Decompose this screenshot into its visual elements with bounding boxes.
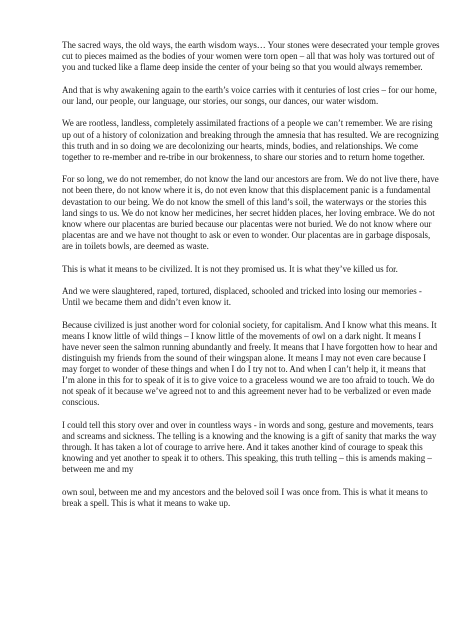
paragraph-do-not-remember: For so long, we do not remember, do not know the land our ancestors are from. We do not live there, have not been there, do not know where it is, do not even know that this displacement panic is a fundamental devastation to our being. We do not know the smell of this land’s soil, the waterways or the stories this land sings to us. We do not know her medicines, her secret hidden places, her loving embrace. We do not know where our placentas are buried because our placentas were not buried. We do not know where our placentas are and we have not thought to ask or even to wonder. Our placentas are in garbage disposals, are in toilets bowls, are deemed as waste.	[62, 174, 439, 251]
paragraph-sacred-ways: The sacred ways, the old ways, the earth wisdom ways… Your stones were desecrated your temple groves cut to pieces maimed as the bodies of your women were torn open – all that was holy was tortured out of you and tucked like a flame deep inside the center of your being so that you would always remember.	[62, 40, 440, 73]
paragraph-tell-this-story: I could tell this story over and over in countless ways - in words and song, gesture and movements, tears and screams and sickness. The telling is a knowing and the knowing is a gift of sanity that marks the way through. It has taken a lot of courage to arrive here. And it takes another kind of courage to speak this knowing and yet another to speak it to others. This speaking, this truth telling – this is amends making – between me and my	[62, 420, 437, 475]
paragraph-rootless: We are rootless, landless, completely assimilated fractions of a people we can’t remember. We are rising up out of a history of colonization and breaking through the amnesia that has resulted. We are recognizing this truth and in so doing we are decolonizing our hearts, minds, bodies, and relationships. We come together to re-member and re-tribe in our brokenness, to share our stories and to return home together.	[62, 118, 439, 162]
paragraph-civilized: This is what it means to be civilized. It is not they promised us. It is what they’ve killed us for.	[62, 263, 398, 274]
paragraph-slaughtered: And we were slaughtered, raped, tortured, displaced, schooled and tricked into losing our memories - Until we became them and didn’t even know it.	[62, 286, 422, 308]
paragraph-own-soul: own soul, between me and my ancestors and the beloved soil I was once from. This is what it means to break a spell. This is what it means to wake up.	[62, 487, 428, 509]
paragraph-colonial-society: Because civilized is just another word for colonial society, for capitalism. And I know what this means. It means I know little of wild things – I know little of the movements of owl on a dark night. It means I have never seen the salmon running abundantly and freely. It means that I have forgotten how to hear and distinguish my friends from the sound of their wingspan alone. It means I may not even care because I may forget to wonder of these things and when I do I try not to. And when I can’t help it, it means that I’m alone in this for to speak of it is to give voice to a graceless wound we are too afraid to touch. We do not speak of it because we’ve agreed not to and this agreement never had to be verbalized or even made conscious.	[62, 319, 438, 408]
paragraph-awakening: And that is why awakening again to the earth’s voice carries with it centuries of lost cries – for our home, our land, our people, our language, our stories, our songs, our dances, our water wisdom.	[62, 84, 437, 106]
